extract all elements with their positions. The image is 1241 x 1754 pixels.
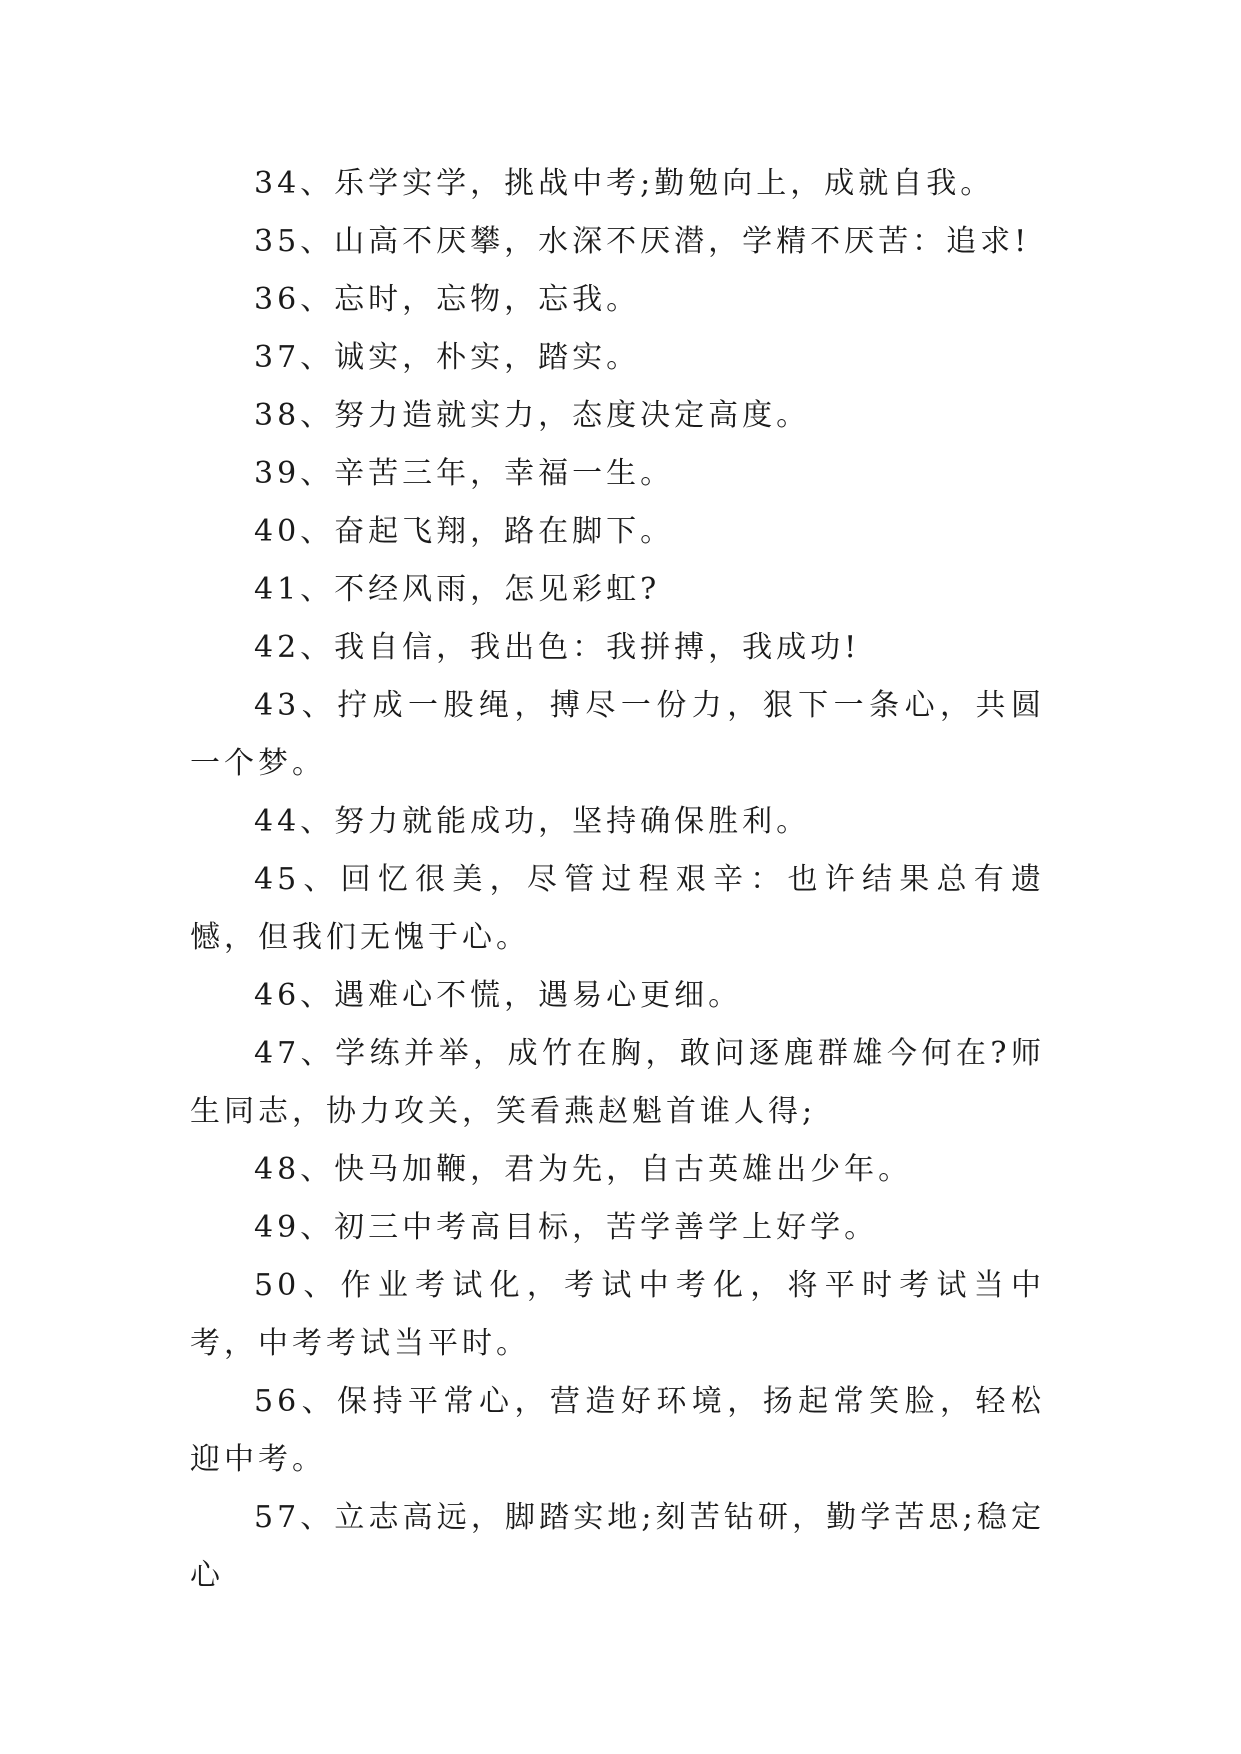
slogan-39: 39、辛苦三年，幸福一生。: [254, 456, 675, 491]
slogan-46: 46、遇难心不慌，遇易心更细。: [254, 978, 743, 1013]
slogan-57: 57、立志高远，脚踏实地;刻苦钻研，勤学苦思;稳定心: [190, 1500, 1045, 1593]
document-body: [190, 155, 1045, 1605]
slogan-47: 47、学练并举，成竹在胸，敢问逐鹿群雄今何在?师生同志，协力攻关，笑看燕赵魁首谁人得;: [190, 1036, 1045, 1129]
slogan-34: 34、乐学实学，挑战中考;勤勉向上，成就自我。: [254, 166, 995, 201]
slogan-43: 43、拧成一股绳，搏尽一份力，狠下一条心，共圆一个梦。: [190, 688, 1045, 781]
slogan-41: 41、不经风雨，怎见彩虹?: [254, 572, 661, 607]
slogan-45: 45、回忆很美，尽管过程艰辛：也许结果总有遗憾，但我们无愧于心。: [190, 862, 1045, 955]
slogan-38: 38、努力造就实力，态度决定高度。: [254, 398, 811, 433]
slogan-37: 37、诚实，朴实，踏实。: [254, 340, 641, 375]
slogan-40: 40、奋起飞翔，路在脚下。: [254, 514, 675, 549]
slogan-36: 36、忘时，忘物，忘我。: [254, 282, 641, 317]
slogan-56: 56、保持平常心，营造好环境，扬起常笑脸，轻松迎中考。: [190, 1384, 1045, 1477]
slogan-42: 42、我自信，我出色：我拼搏，我成功!: [254, 630, 861, 665]
slogan-35: 35、山高不厌攀，水深不厌潜，学精不厌苦：追求!: [254, 224, 1031, 259]
slogan-49: 49、初三中考高目标，苦学善学上好学。: [254, 1210, 879, 1245]
slogan-50: 50、作业考试化，考试中考化，将平时考试当中考，中考考试当平时。: [190, 1268, 1045, 1361]
slogan-44: 44、努力就能成功，坚持确保胜利。: [254, 804, 811, 839]
slogan-48: 48、快马加鞭，君为先，自古英雄出少年。: [254, 1152, 913, 1187]
